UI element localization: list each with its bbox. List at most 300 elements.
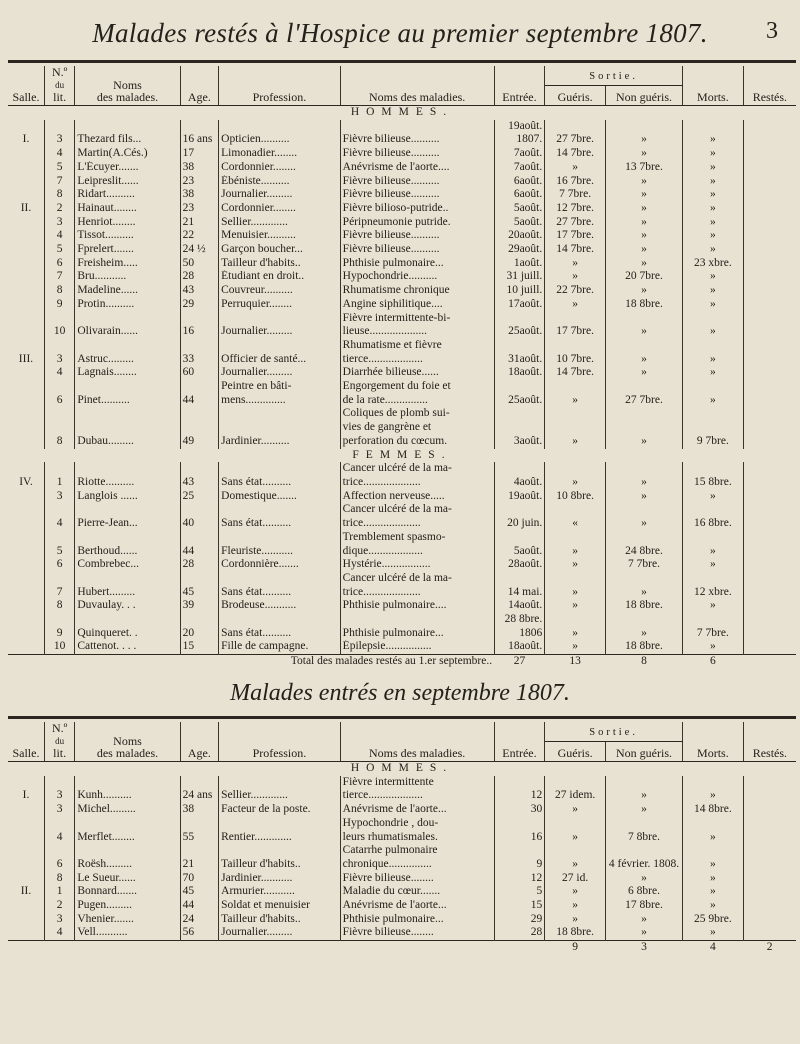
gueris-cell: » [545, 270, 606, 284]
maladie-cell-line: Tremblement spasmo- [342, 530, 446, 543]
entree-cell [494, 572, 545, 599]
table-row [8, 202, 796, 216]
restes-cell [743, 188, 796, 202]
table-row [8, 640, 796, 654]
entree-cell-line: 10 juill. [506, 284, 543, 297]
patient-name: Cattenot. . . . [75, 640, 180, 654]
entree-cell [494, 885, 545, 899]
entree-cell-line: 5 [536, 885, 543, 898]
restes-cell [743, 885, 796, 899]
morts-cell: » [683, 872, 744, 886]
maladie-cell-line: Anévrisme de l'aorte... [342, 899, 447, 912]
maladie-cell-line: perforation du cœcum. [342, 434, 448, 447]
entree-cell [494, 175, 545, 189]
age-cell: 22 [180, 229, 218, 243]
header-lit: N.º du lit. [44, 66, 74, 106]
non-gueris-cell: 18 8bre. [606, 599, 683, 613]
morts-cell: 25 9bre. [683, 913, 744, 927]
maladie-cell [340, 147, 494, 161]
entree-cell [494, 844, 545, 871]
entree-cell-line: 5août. [513, 201, 543, 214]
restes-cell [743, 803, 796, 817]
maladie-cell-line: Cancer ulcéré de la ma- [342, 571, 452, 584]
table-row [8, 380, 796, 407]
non-gueris-cell: » [606, 490, 683, 504]
header-salle: Salle. [8, 66, 44, 106]
header-restes: Restés. [743, 722, 796, 762]
table-row [8, 558, 796, 572]
total-spacer [8, 941, 545, 955]
patient-name: Dubau......... [75, 407, 180, 448]
entree-cell [494, 899, 545, 913]
age-cell: 38 [180, 188, 218, 202]
header-noms: Noms des malades. [75, 66, 180, 106]
restes-cell [743, 257, 796, 271]
maladie-cell [340, 572, 494, 599]
profession-cell: Domestique....... [219, 490, 341, 504]
header-non-gueris: Non guéris. [606, 85, 683, 105]
profession-cell: Jardinier........... [219, 872, 341, 886]
entree-cell [494, 257, 545, 271]
section-hommes [8, 106, 796, 120]
restes-cell [743, 147, 796, 161]
patient-name: Hubert......... [75, 572, 180, 599]
age-cell: 23 [180, 175, 218, 189]
maladie-cell-line: Engorgement du foie et [342, 380, 451, 393]
patient-name: Kunh.......... [75, 776, 180, 803]
patient-name: Martin(A.Cés.) [75, 147, 180, 161]
table-row [8, 613, 796, 640]
maladie-cell [340, 339, 494, 366]
entree-cell [494, 462, 545, 489]
maladie-cell [340, 803, 494, 817]
entree-cell [494, 284, 545, 298]
non-gueris-cell: » [606, 803, 683, 817]
patient-name: Lagnais........ [75, 366, 180, 380]
lit-cell: 6 [44, 380, 74, 407]
profession-cell: Menuisier.......... [219, 229, 341, 243]
morts-cell: 23 xbre. [683, 257, 744, 271]
table-row [8, 161, 796, 175]
restes-cell [743, 531, 796, 558]
entree-cell [494, 161, 545, 175]
profession-cell: Cordonnier........ [219, 202, 341, 216]
salle-cell [8, 298, 44, 312]
table-row [8, 531, 796, 558]
total-non-gueris: 8 [606, 655, 683, 669]
lit-cell: 8 [44, 188, 74, 202]
table-row [8, 284, 796, 298]
entree-cell-line: 1août. [513, 256, 543, 269]
morts-cell: » [683, 380, 744, 407]
non-gueris-cell: 18 8bre. [606, 298, 683, 312]
header-entree: Entrée. [494, 722, 545, 762]
patient-name: Langlois ...... [75, 490, 180, 504]
salle-cell [8, 572, 44, 599]
non-gueris-cell: 18 8bre. [606, 640, 683, 654]
morts-cell: » [683, 339, 744, 366]
patient-name: Pugen......... [75, 899, 180, 913]
section-hommes-2-label: HOMMES. [350, 762, 454, 774]
maladie-cell-line: tierce................... [342, 789, 423, 802]
table-row [8, 899, 796, 913]
maladie-cell-line: tierce................... [342, 352, 423, 365]
profession-cell: Opticien.......... [219, 120, 341, 147]
entree-cell [494, 229, 545, 243]
non-gueris-cell: » [606, 312, 683, 339]
patient-name: Merflet........ [75, 817, 180, 844]
table-row [8, 339, 796, 366]
patient-name: Fprelert....... [75, 243, 180, 257]
profession-cell: Fleuriste........... [219, 531, 341, 558]
morts-cell: » [683, 817, 744, 844]
lit-cell: 3 [44, 120, 74, 147]
table-row [8, 844, 796, 871]
age-cell: 24 [180, 913, 218, 927]
age-cell: 44 [180, 531, 218, 558]
morts-cell: » [683, 531, 744, 558]
header-non-gueris: Non guéris. [606, 741, 683, 761]
age-cell: 25 [180, 490, 218, 504]
table-row [8, 462, 796, 489]
profession-cell: Sellier............. [219, 216, 341, 230]
age-cell: 38 [180, 803, 218, 817]
age-cell: 33 [180, 339, 218, 366]
profession-cell: Jardinier.......... [219, 407, 341, 448]
non-gueris-cell: 27 7bre. [606, 380, 683, 407]
entree-cell-line: 1807. [516, 133, 543, 146]
lit-cell: 6 [44, 558, 74, 572]
totals-row-2 [8, 941, 796, 955]
morts-cell: » [683, 366, 744, 380]
entree-cell-line: 15 [530, 899, 543, 912]
entree-cell-line: 28 [530, 926, 543, 939]
morts-cell: 12 xbre. [683, 572, 744, 599]
restes-cell [743, 640, 796, 654]
lit-cell: 8 [44, 407, 74, 448]
gueris-cell: » [545, 817, 606, 844]
patient-name: Vhenier....... [75, 913, 180, 927]
entree-cell [494, 613, 545, 640]
entree-cell [494, 188, 545, 202]
patient-name: Pinet.......... [75, 380, 180, 407]
patient-name: Olivarain...... [75, 312, 180, 339]
salle-cell [8, 243, 44, 257]
maladie-cell-line: Péripneumonie putride. [342, 215, 451, 228]
salle-cell [8, 640, 44, 654]
gueris-cell: » [545, 407, 606, 448]
entree-cell-line: 29 [530, 912, 543, 925]
age-cell: 44 [180, 380, 218, 407]
morts-cell: » [683, 202, 744, 216]
age-cell: 38 [180, 161, 218, 175]
profession-cell: Sellier............. [219, 776, 341, 803]
maladie-cell-line: Angine siphilitique.... [342, 297, 443, 310]
table-row [8, 175, 796, 189]
non-gueris-cell: » [606, 776, 683, 803]
age-cell: 24 ½ [180, 243, 218, 257]
restes-cell [743, 270, 796, 284]
entree-cell-line: 17août. [508, 297, 543, 310]
maladie-cell-line: Diarrhée bilieuse...... [342, 366, 439, 379]
morts-cell: » [683, 216, 744, 230]
gueris-cell: 27 idem. [545, 776, 606, 803]
lit-cell: 4 [44, 926, 74, 940]
profession-cell: Sans état.......... [219, 462, 341, 489]
restes-cell [743, 558, 796, 572]
non-gueris-cell: » [606, 913, 683, 927]
section-femmes-label: FEMMES. [352, 448, 452, 461]
age-cell: 23 [180, 202, 218, 216]
header-sortie: Sortie. [545, 66, 683, 85]
gueris-cell: 22 7bre. [545, 284, 606, 298]
maladie-cell [340, 490, 494, 504]
header-entree: Entrée. [494, 66, 545, 106]
maladie-cell [340, 366, 494, 380]
patient-name: Riotte.......... [75, 462, 180, 489]
maladie-cell [340, 202, 494, 216]
salle-cell [8, 490, 44, 504]
profession-cell: Fille de campagne. [219, 640, 341, 654]
salle-cell [8, 229, 44, 243]
header-profession: Profession. [219, 722, 341, 762]
entree-cell-line: 28 8bre. [504, 613, 543, 626]
table-row [8, 803, 796, 817]
maladie-cell-line: Phthisie pulmonaire... [342, 256, 444, 269]
entree-cell-line: 5août. [513, 215, 543, 228]
entree-cell-line: 12 [530, 871, 543, 884]
lit-cell: 3 [44, 216, 74, 230]
restes-cell [743, 776, 796, 803]
profession-cell: Journalier......... [219, 926, 341, 940]
maladie-cell-line: Fièvre bilieuse........ [342, 871, 434, 884]
salle-cell [8, 899, 44, 913]
maladie-cell [340, 257, 494, 271]
table-row [8, 366, 796, 380]
non-gueris-cell: 7 8bre. [606, 817, 683, 844]
age-cell: 15 [180, 640, 218, 654]
entree-cell [494, 926, 545, 940]
gueris-cell: 12 7bre. [545, 202, 606, 216]
restes-cell [743, 407, 796, 448]
maladie-cell-line: Phthisie pulmonaire.... [342, 599, 447, 612]
age-cell: 21 [180, 216, 218, 230]
entree-cell-line: 7août. [513, 160, 543, 173]
maladie-cell-line: Fièvre bilieuse.......... [342, 133, 440, 146]
maladie-cell-line: Fièvre intermittente-bi- [342, 311, 451, 324]
patient-name: Bonnard....... [75, 885, 180, 899]
salle-cell [8, 599, 44, 613]
non-gueris-cell: 20 7bre. [606, 270, 683, 284]
patient-name: Combrebec... [75, 558, 180, 572]
morts-cell: » [683, 188, 744, 202]
patient-name: Hainaut........ [75, 202, 180, 216]
salle-cell [8, 270, 44, 284]
totals-row [8, 655, 796, 669]
table-row [8, 503, 796, 530]
table-row [8, 776, 796, 803]
lit-cell: 7 [44, 572, 74, 599]
entree-cell-line: 31août. [508, 352, 543, 365]
morts-cell: 14 8bre. [683, 803, 744, 817]
morts-cell: » [683, 490, 744, 504]
non-gueris-cell: » [606, 366, 683, 380]
age-cell: 29 [180, 298, 218, 312]
entree-cell [494, 803, 545, 817]
gueris-cell: » [545, 298, 606, 312]
salle-cell [8, 872, 44, 886]
lit-cell: 3 [44, 339, 74, 366]
age-cell: 20 [180, 613, 218, 640]
maladie-cell [340, 885, 494, 899]
table-row [8, 270, 796, 284]
maladie-cell [340, 558, 494, 572]
maladie-cell [340, 243, 494, 257]
age-cell: 24 ans [180, 776, 218, 803]
morts-cell: » [683, 558, 744, 572]
total-non-gueris-2: 3 [606, 941, 683, 955]
restes-cell [743, 284, 796, 298]
lit-cell: 8 [44, 284, 74, 298]
patient-name: Astruc......... [75, 339, 180, 366]
gueris-cell: « [545, 503, 606, 530]
non-gueris-cell: 17 8bre. [606, 899, 683, 913]
patient-name: Leipreslit...... [75, 175, 180, 189]
restes-cell [743, 899, 796, 913]
salle-cell [8, 175, 44, 189]
non-gueris-cell: » [606, 188, 683, 202]
entree-cell [494, 531, 545, 558]
lit-cell: 6 [44, 257, 74, 271]
age-cell: 60 [180, 366, 218, 380]
maladie-cell [340, 913, 494, 927]
salle-cell: I. [8, 776, 44, 803]
gueris-cell: 10 8bre. [545, 490, 606, 504]
age-cell: 16 [180, 312, 218, 339]
total-entree: 27 [494, 655, 545, 669]
profession-cell: Journalier......... [219, 312, 341, 339]
salle-cell [8, 284, 44, 298]
maladie-cell-line: Cancer ulcéré de la ma- [342, 462, 452, 475]
header-morts: Morts. [683, 66, 744, 106]
gueris-cell: 14 7bre. [545, 366, 606, 380]
age-cell: 45 [180, 885, 218, 899]
patient-name: Quinqueret. . [75, 613, 180, 640]
profession-cell: Garçon boucher... [219, 243, 341, 257]
total-gueris: 13 [545, 655, 606, 669]
patient-name: Henriot........ [75, 216, 180, 230]
table-row [8, 216, 796, 230]
entree-cell-line: 7août. [513, 147, 543, 160]
entree-cell-line: 6août. [513, 188, 543, 201]
maladie-cell [340, 161, 494, 175]
lit-cell: 4 [44, 366, 74, 380]
maladie-cell [340, 926, 494, 940]
gueris-cell: » [545, 572, 606, 599]
gueris-cell: » [545, 599, 606, 613]
patient-name: Thezard fils... [75, 120, 180, 147]
maladie-cell-line: Fièvre bilieuse.......... [342, 229, 440, 242]
morts-cell: » [683, 120, 744, 147]
patient-name: Duvaulay. . . [75, 599, 180, 613]
non-gueris-cell: » [606, 503, 683, 530]
profession-cell: Sans état.......... [219, 503, 341, 530]
entree-cell-line: 30 [530, 803, 543, 816]
maladie-cell-line: leurs rhumatismales. [342, 830, 438, 843]
morts-cell: 15 8bre. [683, 462, 744, 489]
non-gueris-cell: » [606, 120, 683, 147]
entree-cell-line: 4août. [513, 475, 543, 488]
gueris-cell: 17 7bre. [545, 229, 606, 243]
profession-cell: Sans état.......... [219, 572, 341, 599]
table-restes [8, 66, 796, 669]
non-gueris-cell: 13 7bre. [606, 161, 683, 175]
maladie-cell [340, 640, 494, 654]
lit-cell: 1 [44, 462, 74, 489]
restes-cell [743, 312, 796, 339]
age-cell: 50 [180, 257, 218, 271]
total-morts: 6 [683, 655, 744, 669]
patient-name: Protin.......... [75, 298, 180, 312]
maladie-cell-line: Épilepsie................ [342, 640, 432, 653]
total-morts-2: 4 [683, 941, 744, 955]
age-cell: 49 [180, 407, 218, 448]
age-cell: 55 [180, 817, 218, 844]
morts-cell: » [683, 776, 744, 803]
gueris-cell: » [545, 885, 606, 899]
maladie-cell [340, 872, 494, 886]
profession-cell: Soldat et menuisier [219, 899, 341, 913]
section-femmes [8, 449, 796, 463]
gueris-cell: 27 id. [545, 872, 606, 886]
salle-cell: IV. [8, 462, 44, 489]
header-noms: Noms des malades. [75, 722, 180, 762]
restes-cell [743, 229, 796, 243]
table-row [8, 599, 796, 613]
page-number: 3 [766, 18, 778, 44]
lit-cell: 4 [44, 229, 74, 243]
header-salle: Salle. [8, 722, 44, 762]
salle-cell [8, 844, 44, 871]
patient-name: Berthoud...... [75, 531, 180, 558]
page-title: Malades restés à l'Hospice au premier septembre 1807. [92, 18, 708, 48]
maladie-cell [340, 312, 494, 339]
header-restes: Restés. [743, 66, 796, 106]
profession-cell: Facteur de la poste. [219, 803, 341, 817]
maladie-cell [340, 776, 494, 803]
patient-name: Michel......... [75, 803, 180, 817]
maladie-cell-line: Fièvre bilioso-putride.. [342, 201, 449, 214]
table-row [8, 885, 796, 899]
header-morts: Morts. [683, 722, 744, 762]
restes-cell [743, 380, 796, 407]
lit-cell: 9 [44, 613, 74, 640]
patient-name: Pierre-Jean... [75, 503, 180, 530]
restes-cell [743, 490, 796, 504]
gueris-cell: 27 7bre. [545, 216, 606, 230]
table-row [8, 913, 796, 927]
salle-cell [8, 161, 44, 175]
maladie-cell [340, 229, 494, 243]
lit-cell: 4 [44, 503, 74, 530]
section2-title: Malades entrés en septembre 1807. [230, 680, 570, 706]
non-gueris-cell: » [606, 257, 683, 271]
gueris-cell: » [545, 257, 606, 271]
morts-cell: » [683, 147, 744, 161]
non-gueris-cell: » [606, 202, 683, 216]
gueris-cell: » [545, 161, 606, 175]
total-restes-2: 2 [743, 941, 796, 955]
